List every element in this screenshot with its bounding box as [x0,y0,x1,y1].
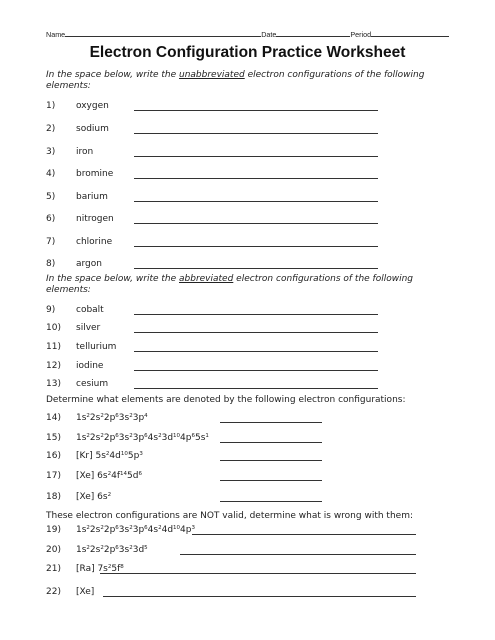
element-name: iron [76,147,94,157]
orbital-label: 1s [76,413,87,423]
element-name: iodine [76,361,104,371]
date-label: Date [261,30,277,39]
electron-count: 8 [120,564,124,570]
electron-count: 6 [191,433,195,439]
section2-instruction: In the space below, write the abbreviated electron configurations of the following elements: [46,274,414,295]
answer-line[interactable] [220,460,322,461]
electron-count: 2 [100,545,104,551]
date-field[interactable] [276,29,350,37]
element-name: sodium [76,124,109,134]
item-number: 20) [46,545,61,555]
orbital-label: 1s [76,525,87,535]
name-label: Name [46,30,66,39]
item-number: 16) [46,451,61,461]
answer-line[interactable] [134,268,378,269]
answer-line[interactable] [134,201,378,202]
answer-line[interactable] [134,314,378,315]
item-number: 3) [46,147,56,157]
item-number: 21) [46,564,61,574]
orbital-label: 2s [89,545,101,555]
orbital-label: [Ra] 7s [76,564,108,574]
electron-configuration [76,413,148,423]
element-name: oxygen [76,101,109,111]
page-title: Electron Configuration Practice Worksheet [89,44,406,61]
electron-count: 2 [100,413,104,419]
answer-line[interactable] [134,156,378,157]
element-name: argon [76,259,102,269]
electron-count: 6 [115,433,119,439]
answer-line[interactable] [220,422,322,423]
answer-line[interactable] [134,351,378,352]
item-number: 2) [46,124,56,134]
electron-configuration [76,433,209,443]
electron-count: 1 [205,433,209,439]
answer-line[interactable] [134,388,378,389]
answer-line[interactable] [134,370,378,371]
answer-line[interactable] [134,332,378,333]
orbital-label: 3p [132,525,145,535]
electron-count: 10 [173,433,181,439]
orbital-label: 5s [195,433,206,443]
item-number: 15) [46,433,61,443]
item-number: 22) [46,587,61,597]
electron-count: 2 [158,525,162,531]
orbital-label: 3p [132,413,145,423]
element-name: silver [76,323,101,333]
orbital-label: 1s [76,545,87,555]
answer-line[interactable] [134,178,378,179]
electron-count: 3 [139,451,143,457]
orbital-label: 1s [76,433,87,443]
electron-count: 3 [191,525,195,531]
element-name: barium [76,192,108,202]
item-number: 18) [46,492,61,502]
electron-count: 2 [129,433,133,439]
orbital-label: 5p [127,451,140,461]
orbital-label: 3s [118,545,130,555]
electron-count: 2 [100,525,104,531]
period-label: Period [350,30,372,39]
answer-line[interactable] [220,501,322,502]
name-field[interactable] [65,29,261,37]
electron-count: 2 [129,545,133,551]
electron-count: 6 [115,525,119,531]
electron-configuration [76,492,111,502]
section1-instruction: In the space below, write the unabbreviated electron configurations of the following elements: [46,70,425,91]
item-number: 19) [46,525,61,535]
electron-count: 2 [107,564,112,570]
electron-configuration [76,471,142,481]
orbital-label: [Xe] [76,587,95,597]
orbital-label: [Kr] 5s [76,451,106,461]
item-number: 13) [46,379,61,389]
answer-line[interactable] [103,596,416,597]
orbital-label: 4d [161,525,174,535]
electron-count: 14 [120,471,128,477]
orbital-label: 2s [89,525,101,535]
orbital-label: [Xe] 6s [76,492,108,502]
orbital-label: 3s [118,433,130,443]
orbital-label: 4d [109,451,121,461]
electron-count: 6 [115,545,119,551]
electron-configuration [76,545,148,555]
item-number: 17) [46,471,61,481]
orbital-label: 2s [89,433,101,443]
electron-count: 2 [105,451,110,457]
electron-count: 6 [144,433,148,439]
orbital-label: 4p [180,433,192,443]
item-number: 1) [46,101,56,111]
orbital-label: [Xe] 6s [76,471,108,481]
electron-count: 2 [129,413,133,419]
answer-line[interactable] [134,110,378,111]
item-number: 8) [46,259,56,269]
item-number: 12) [46,361,61,371]
electron-count: 6 [144,525,148,531]
orbital-label: 3s [118,413,130,423]
electron-count: 2 [86,525,90,531]
orbital-label: 2s [89,413,101,423]
item-number: 14) [46,413,61,423]
element-name: tellurium [76,342,117,352]
element-name: chlorine [76,237,113,247]
orbital-label: 4s [147,433,159,443]
orbital-label: 5d [127,471,139,481]
item-number: 6) [46,214,56,224]
answer-line[interactable] [134,246,378,247]
orbital-label: 2p [103,413,116,423]
electron-count: 4 [144,413,148,419]
electron-configuration [76,525,195,535]
section3-instruction: Determine what elements are denoted by the following electron configurations: [46,395,406,405]
answer-line[interactable] [220,480,322,481]
item-number: 5) [46,192,56,202]
item-number: 7) [46,237,56,247]
electron-count: 6 [115,413,119,419]
electron-count: 10 [173,525,181,531]
item-number: 10) [46,323,61,333]
electron-count: 6 [138,471,142,477]
answer-line[interactable] [134,133,378,134]
answer-line[interactable] [192,534,416,535]
period-field[interactable] [371,29,449,37]
orbital-label: 4f [111,471,121,481]
electron-count: 2 [129,525,133,531]
orbital-label: 3s [118,525,130,535]
orbital-label: 2p [103,433,116,443]
electron-count: 2 [107,492,112,498]
orbital-label: 2p [103,545,116,555]
electron-count: 2 [86,545,90,551]
electron-count: 2 [107,471,112,477]
electron-configuration [76,587,94,597]
worksheet-header [46,29,449,39]
element-name: bromine [76,169,114,179]
electron-count: 10 [120,451,128,457]
answer-line[interactable] [134,223,378,224]
orbital-label: 2p [103,525,116,535]
element-name: cesium [76,379,109,389]
electron-count: 5 [144,545,148,551]
answer-line[interactable] [220,442,322,443]
electron-configuration [76,451,143,461]
item-number: 4) [46,169,56,179]
answer-line[interactable] [180,554,416,555]
element-name: cobalt [76,305,104,315]
orbital-label: 4s [147,525,159,535]
electron-count: 2 [86,433,90,439]
orbital-label: 3p [132,433,145,443]
electron-count: 2 [158,433,162,439]
element-name: nitrogen [76,214,114,224]
answer-line[interactable] [100,573,416,574]
orbital-label: 5f [111,564,121,574]
item-number: 9) [46,305,56,315]
electron-count: 2 [100,433,104,439]
section4-instruction: These electron configurations are NOT valid, determine what is wrong with them: [46,511,413,521]
electron-count: 2 [86,413,90,419]
orbital-label: 3d [132,545,145,555]
orbital-label: 4p [180,525,192,535]
item-number: 11) [46,342,61,352]
orbital-label: 3d [161,433,174,443]
